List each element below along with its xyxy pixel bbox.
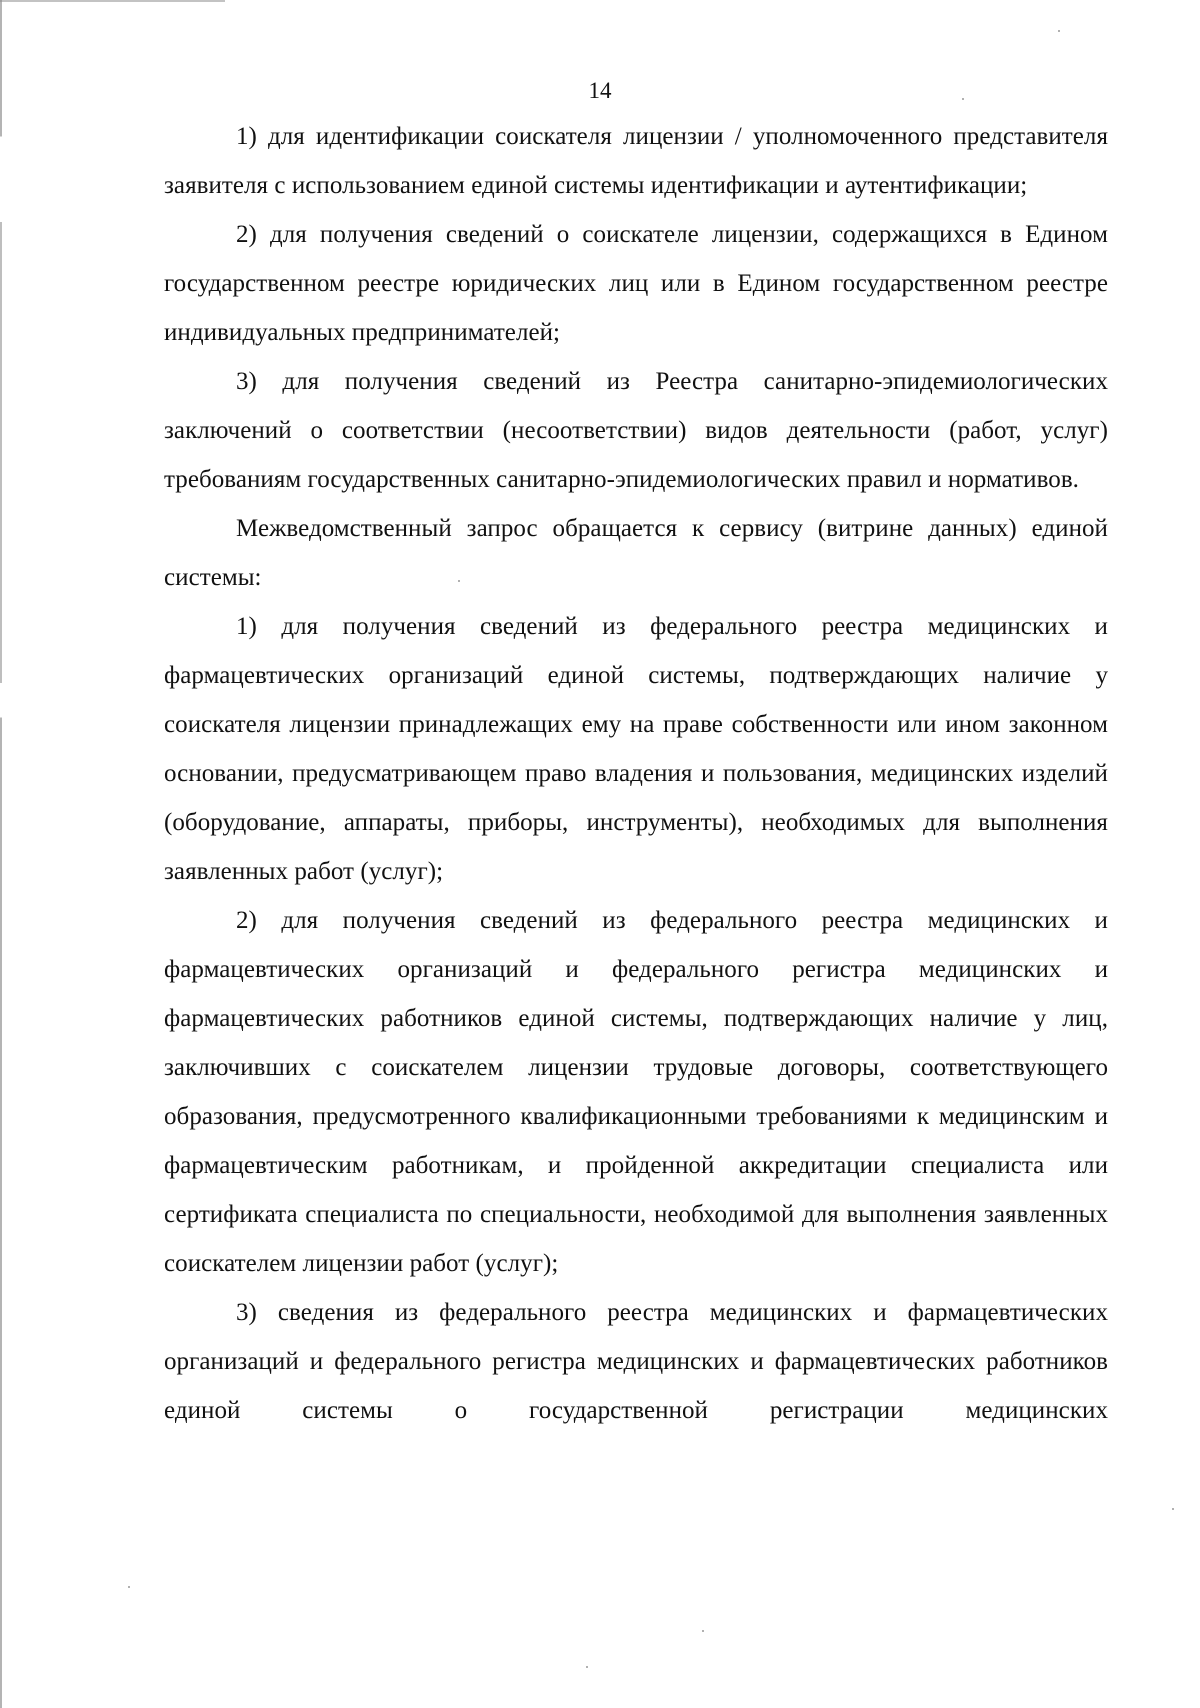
paragraph-item-3-sanitary: 3) для получения сведений из Реестра санитарно-эпидемиологических заключений о соответствии (несоответствии) видов деятельности (работ, услуг) требованиям государственных санитарно-эпидемиологических правил и нормативов. bbox=[164, 368, 1108, 493]
scan-edge-top bbox=[0, 0, 225, 2]
paragraph-item-2-registry: 2) для получения сведений о соискателе лицензии, содержащихся в Едином государственном реестре юридических лиц или в Едином государственном реестре индивидуальных предпринимателей; bbox=[164, 221, 1108, 346]
scan-edge-left bbox=[0, 0, 2, 1708]
scan-speck bbox=[128, 1586, 130, 1588]
page-number: 14 bbox=[588, 78, 612, 103]
paragraph-item-3-state-registration: 3) сведения из федерального реестра медицинских и фармацевтических организаций и федерального регистра медицинских и фармацевтических работников единой системы о государственной регистрации медицинских bbox=[164, 1299, 1108, 1424]
scan-speck bbox=[586, 1666, 588, 1668]
scan-speck bbox=[702, 1630, 704, 1632]
paragraph-item-1-identification: 1) для идентификации соискателя лицензии / уполномоченного представителя заявителя с использованием единой системы идентификации и аутентификации; bbox=[164, 123, 1108, 199]
scan-speck bbox=[458, 580, 460, 582]
scan-speck bbox=[1172, 1508, 1174, 1510]
paragraph-interagency-request: Межведомственный запрос обращается к сервису (витрине данных) единой системы: bbox=[164, 515, 1108, 591]
paragraph-item-2-staff-qualification: 2) для получения сведений из федерального реестра медицинских и фармацевтических организаций и федерального регистра медицинских и фармацевтических работников единой системы, подтверждающих наличие у лиц, заключивших с соискателем лицензии трудовые договоры, соответствующего образования, предусмотренного квалификационными требованиями к медицинским и фармацевтическим работникам, и пройденной аккредитации специалиста или сертификата специалиста по специальности, необходимой для выполнения заявленных соискателем лицензии работ (услуг); bbox=[164, 907, 1108, 1277]
scan-speck bbox=[1058, 30, 1060, 32]
document-body bbox=[164, 112, 1108, 1435]
scan-speck bbox=[962, 98, 964, 100]
paragraph-item-1-medical-devices: 1) для получения сведений из федерального реестра медицинских и фармацевтических организаций единой системы, подтверждающих наличие у соискателя лицензии принадлежащих ему на праве собственности или ином законном основании, предусматривающем право владения и пользования, медицинских изделий (оборудование, аппараты, приборы, инструменты), необходимых для выполнения заявленных работ (услуг); bbox=[164, 613, 1108, 885]
